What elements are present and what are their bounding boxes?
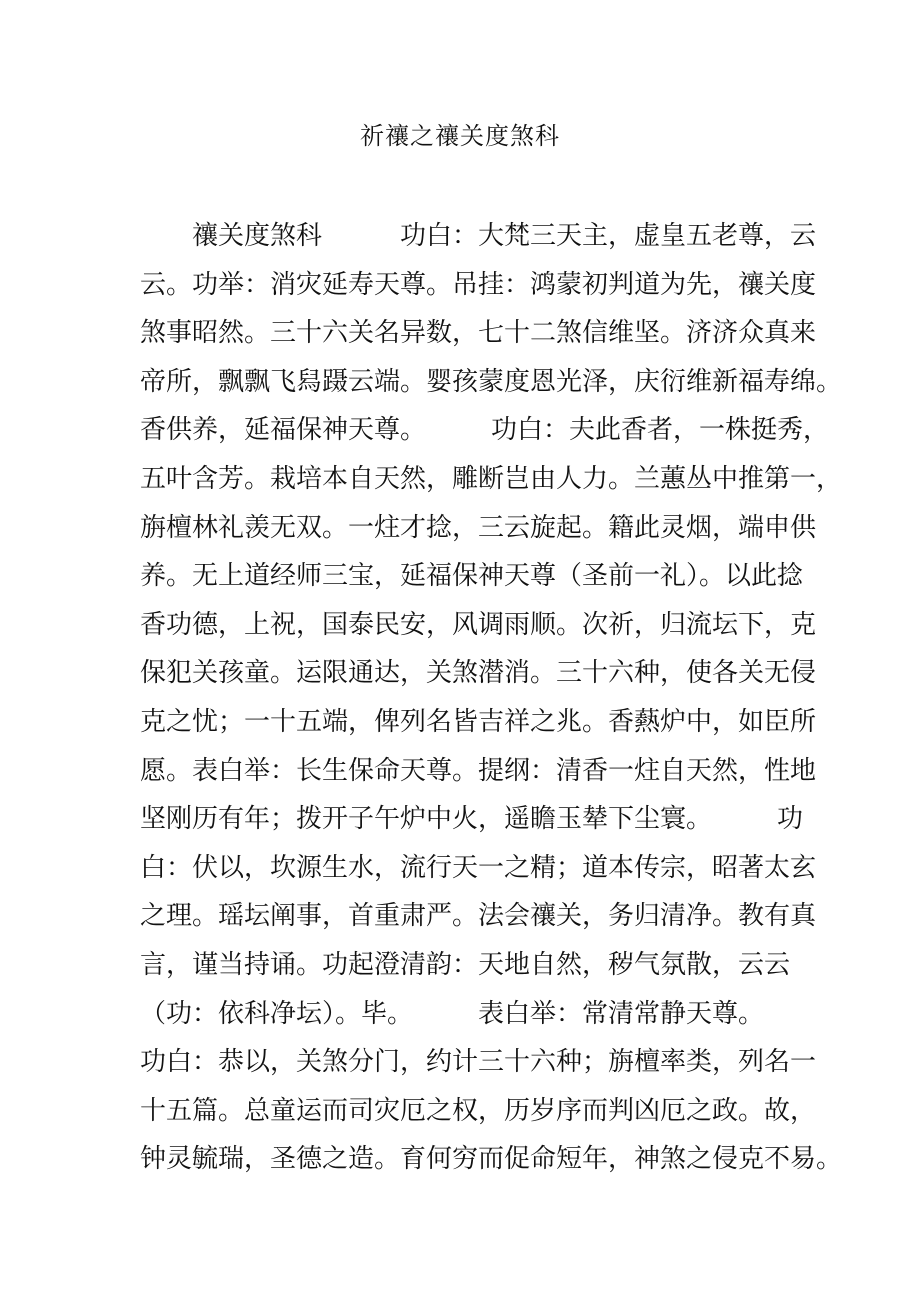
- body-line: 香供养，延福保神天尊。 功白：夫此香者，一株挺秀，: [140, 415, 830, 446]
- body-line: 旃檀林礼羡无双。一炷才捻，三云旋起。籍此灵烟，端申供: [140, 512, 817, 543]
- body-line: 养。无上道经师三宝，延福保神天尊（圣前一礼）。以此捻: [140, 561, 804, 592]
- body-line: 禳关度煞科 功白：大梵三天主，虚皇五老尊，云: [140, 221, 817, 251]
- body-line: 白：伏以，坎源生水，流行天一之精；道本传宗，昭著太玄: [140, 852, 817, 883]
- body-line: 坚刚历有年；拨开子午炉中火，遥瞻玉辇下尘寰。 功: [140, 804, 804, 835]
- body-line: 功白：恭以，关煞分门，约计三十六种；旃檀率类，列名一: [140, 1047, 817, 1078]
- body-line: 之理。瑶坛阐事，首重肃严。法会禳关，务归清净。教有真: [140, 901, 817, 932]
- body-line: 香功德，上祝，国泰民安，风调雨顺。次祈，归流坛下，克: [140, 609, 817, 640]
- body-line: 五叶含芳。栽培本自天然，雕断岂由人力。兰蕙丛中推第一，: [140, 463, 843, 494]
- body-line: 十五篇。总童运而司灾厄之权，历岁序而判凶厄之政。故，: [140, 1095, 817, 1126]
- body-line: 保犯关孩童。运限通达，关煞潜消。三十六种，使各关无侵: [140, 658, 817, 689]
- body-line: （功：依科净坛）。毕。 表白举：常清常静天尊。: [140, 998, 765, 1029]
- document-title: 祈禳之禳关度煞科: [360, 122, 560, 150]
- body-line: 云。功举：消灾延寿天尊。吊挂：鸿蒙初判道为先，禳关度: [140, 269, 817, 300]
- body-line: 愿。表白举：长生保命天尊。提纲：清香一炷自天然，性地: [140, 755, 817, 786]
- body-line: 帝所，飘飘飞舄蹑云端。婴孩蒙度恩光泽，庆衍维新福寿绵。: [140, 366, 843, 397]
- body-line: 言，谨当持诵。功起澄清韵：天地自然，秽气氛散，云云: [140, 949, 791, 980]
- document-body: [140, 214, 843, 1186]
- body-line: 克之忧；一十五端，俾列名皆吉祥之兆。香爇炉中，如臣所: [140, 706, 817, 737]
- body-line: 钟灵毓瑞，圣德之造。育何穷而促命短年，神煞之侵克不易。: [140, 1144, 843, 1175]
- body-line: 煞事昭然。三十六关名异数，七十二煞信维坚。济济众真来: [140, 318, 817, 349]
